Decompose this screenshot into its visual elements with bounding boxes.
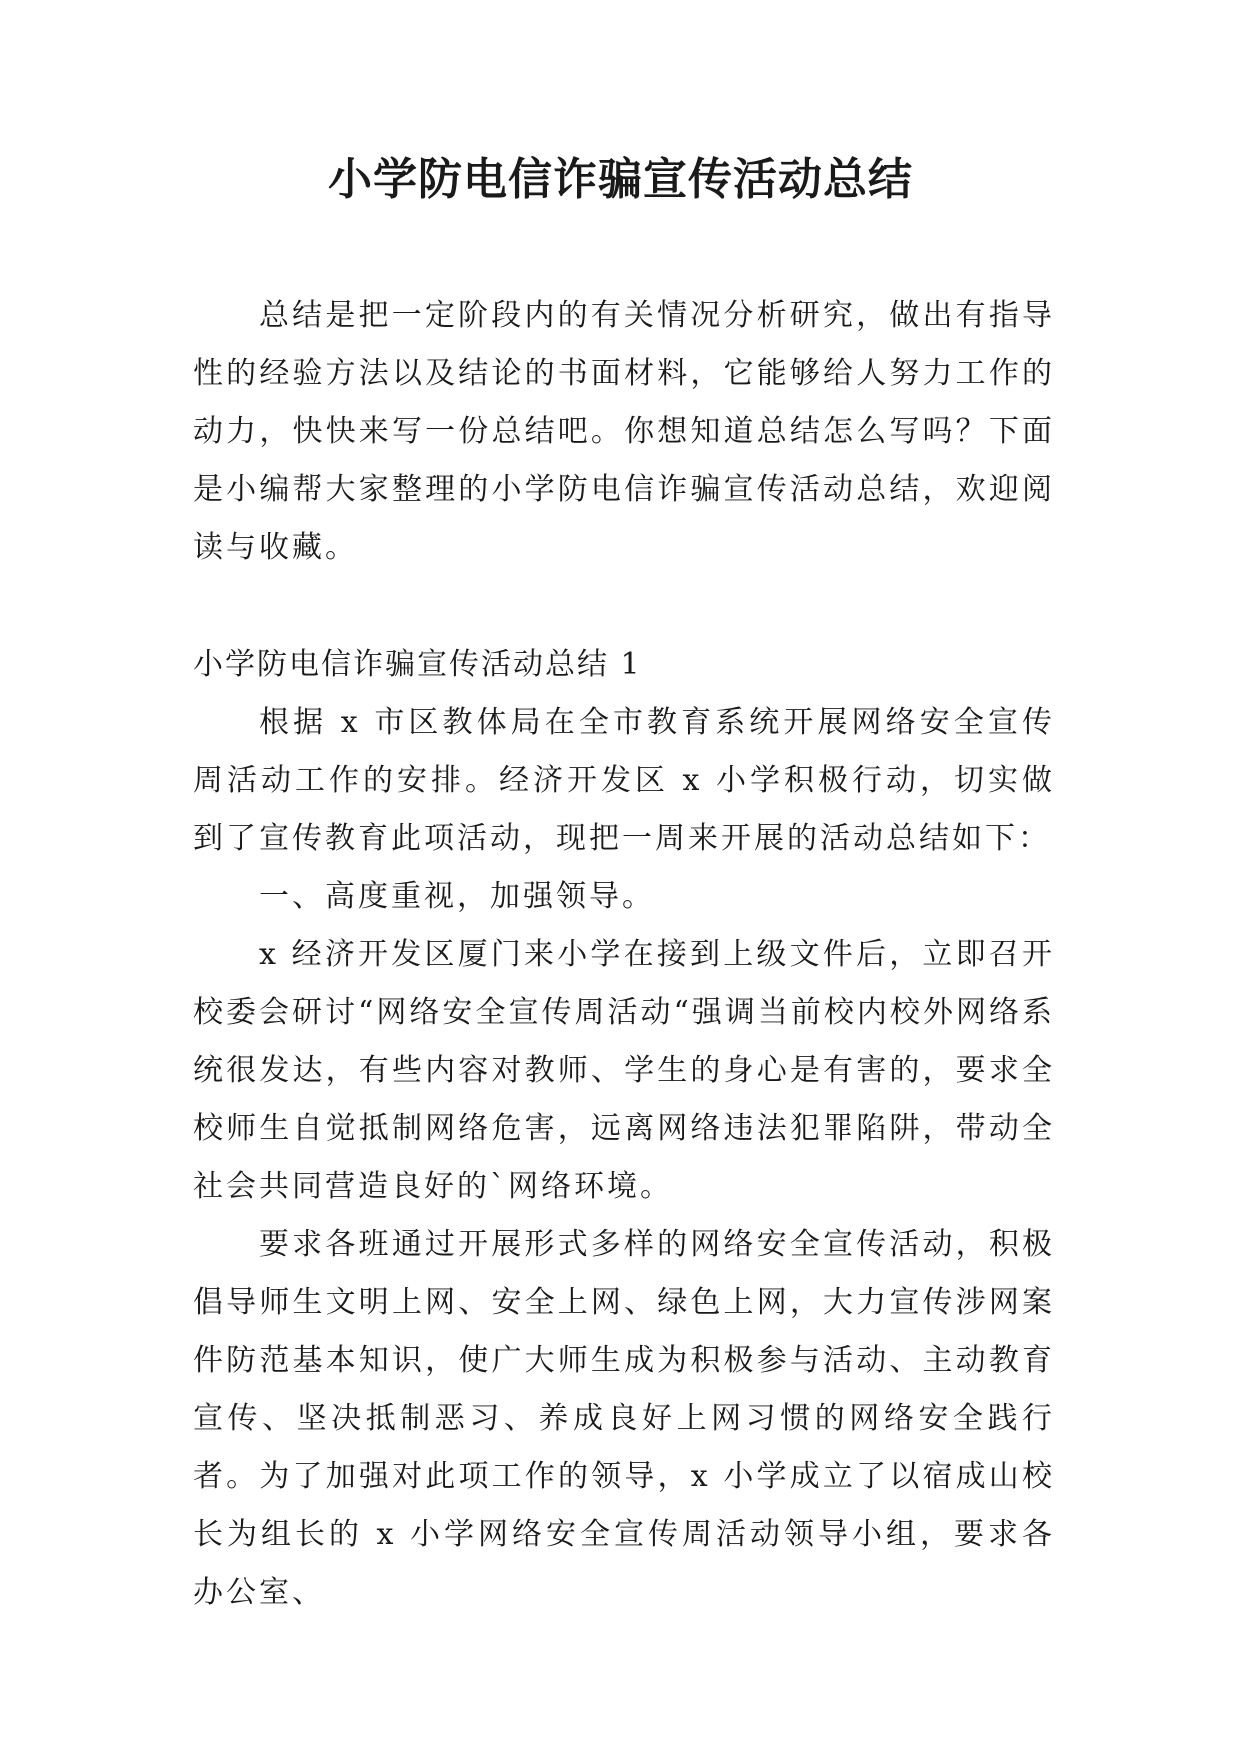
body-paragraph: 根据 x 市区教体局在全市教育系统开展网络安全宣传周活动工作的安排。经济开发区 x 小学积极行动，切实做到了宣传教育此项活动，现把一周来开展的活动总结如下： bbox=[193, 705, 1055, 856]
body-paragraph: x 经济开发区厦门来小学在接到上级文件后，立即召开校委会研讨“网络安全宣传周活动“强调当前校内校外网络系统很发达，有些内容对教师、学生的身心是有害的，要求全校师生自觉抵制网络危害，远离网络违法犯罪陷阱，带动全社会共同营造良好的`网络环境。 bbox=[193, 937, 1055, 1204]
subheading-paragraph: 一、高度重视，加强领导。 bbox=[259, 879, 655, 914]
document-title: 小学防电信诈骗宣传活动总结 bbox=[328, 154, 913, 205]
intro-paragraph: 总结是把一定阶段内的有关情况分析研究，做出有指导性的经验方法以及结论的书面材料，它能够给人努力工作的动力，快快来写一份总结吧。你想知道总结怎么写吗？下面是小编帮大家整理的小学防电信诈骗宣传活动总结，欢迎阅读与收藏。 bbox=[193, 298, 1055, 565]
body-paragraph: 要求各班通过开展形式多样的网络安全宣传活动，积极倡导师生文明上网、安全上网、绿色上网，大力宣传涉网案件防范基本知识，使广大师生成为积极参与活动、主动教育宣传、坚决抵制恶习、养成良好上网习惯的网络安全践行者。为了加强对此项工作的领导，x 小学成立了以宿成山校长为组长的 x 小学网络安全宣传周活动领导小组，要求各办公室、 bbox=[193, 1227, 1055, 1610]
section-heading: 小学防电信诈骗宣传活动总结 1 bbox=[193, 647, 642, 682]
section-body bbox=[193, 694, 1055, 1622]
